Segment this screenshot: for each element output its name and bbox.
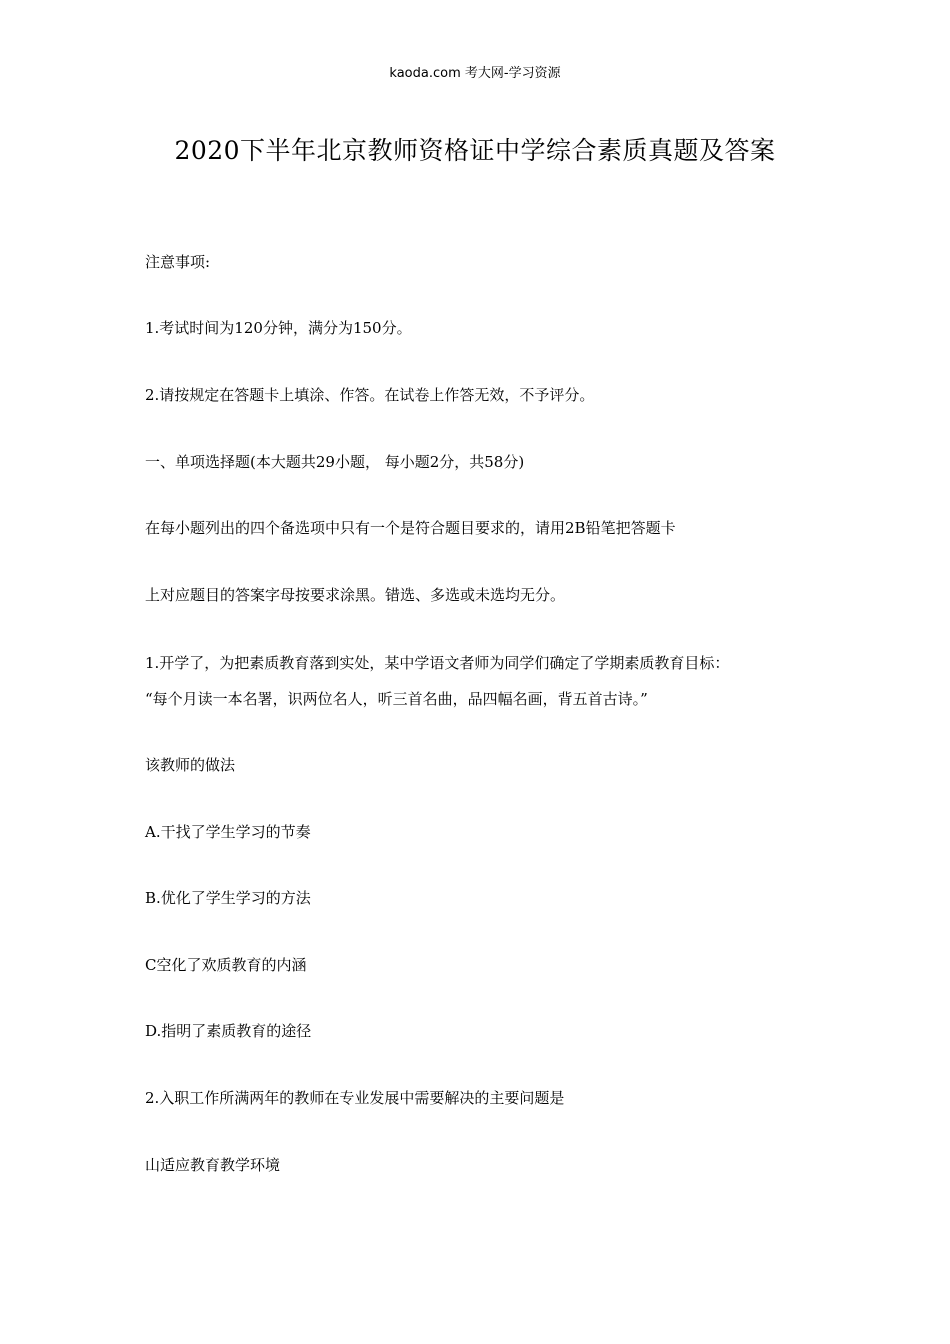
note-item: 2.请按规定在答题卡上填涂、作答。在试卷上作答无效，不予评分。 xyxy=(145,386,595,404)
page-title: 2020下半年北京教师资格证中学综合素质真题及答案 xyxy=(174,136,776,165)
section-instruction: 在每小题列出的四个备选项中只有一个是符合题目要求的，请用2B铅笔把答题卡 xyxy=(145,519,676,537)
question-2-option-a: 山适应教育教学环境 xyxy=(145,1156,281,1174)
question-1-option-a: A.干找了学生学习的节奏 xyxy=(145,823,311,841)
question-1-option-d: D.指明了素质教育的途径 xyxy=(145,1022,312,1040)
question-1-option-c: C空化了欢质教育的内涵 xyxy=(145,956,307,974)
question-1-stem: 1.开学了，为把素质教育落到实处，某中学语文者师为同学们确定了学期素质教育目标： xyxy=(145,654,730,672)
note-item: 1.考试时间为120分钟，满分为150分。 xyxy=(145,319,412,337)
question-1-stem: “每个月读一本名署，识两位名人，听三首名曲，品四幅名画，背五首古诗。” xyxy=(145,690,648,708)
section-heading: 一、单项选择题(本大题共29小题， 每小题2分，共58分) xyxy=(145,453,525,471)
site-header: kaoda.com 考大网-学习资源 xyxy=(389,66,561,81)
question-1-option-b: B.优化了学生学习的方法 xyxy=(145,889,311,907)
question-2-stem: 2.入职工作所满两年的教师在专业发展中需要解决的主要问题是 xyxy=(145,1089,565,1107)
section-instruction: 上对应题目的答案字母按要求涂黑。错选、多选或未选均无分。 xyxy=(145,586,566,604)
question-1-prompt: 该教师的做法 xyxy=(145,756,236,774)
notes-heading: 注意事项: xyxy=(145,253,211,271)
